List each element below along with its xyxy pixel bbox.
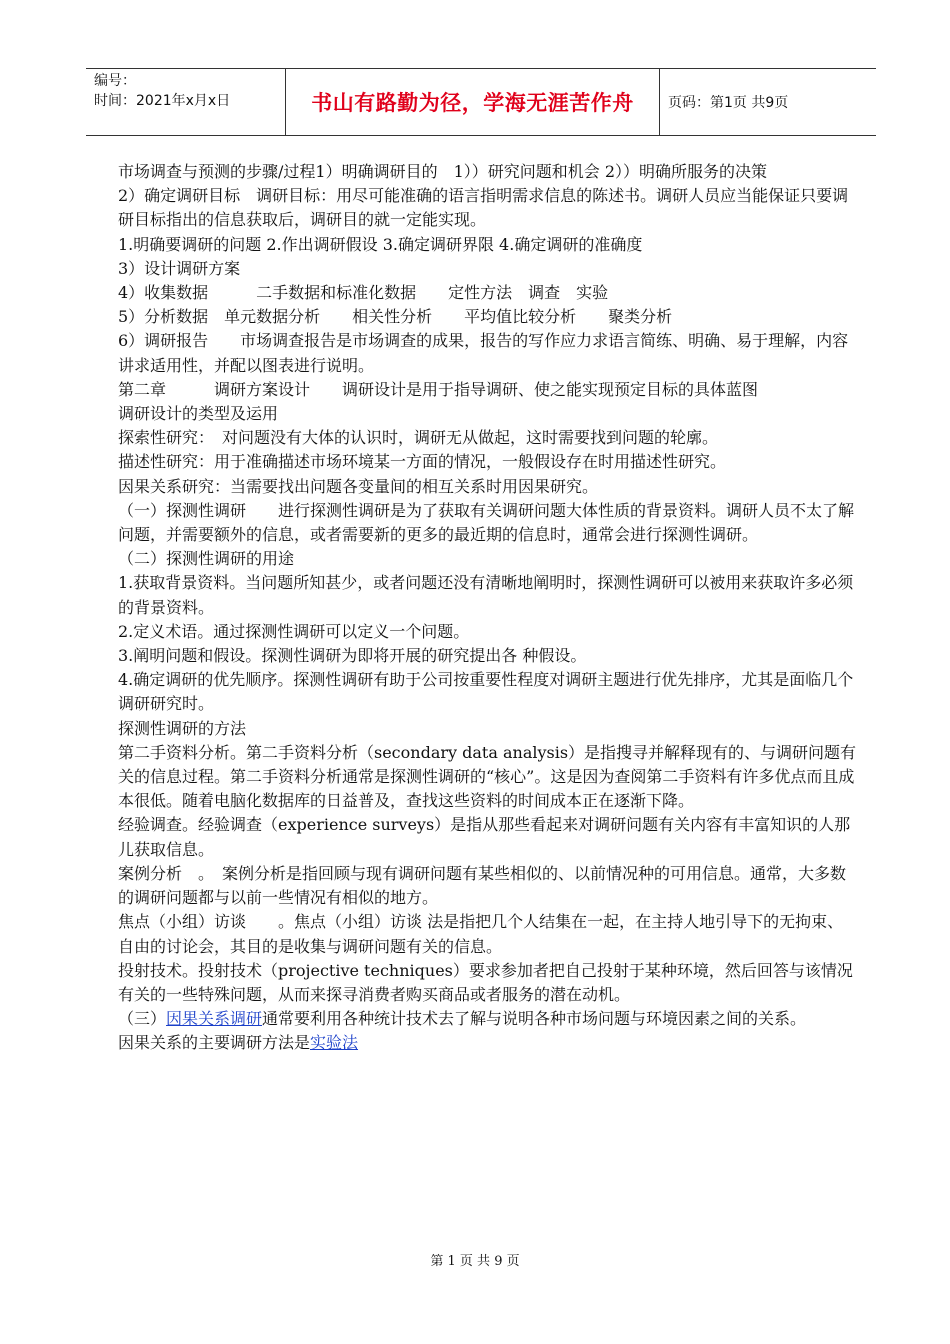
time-label: 时间：2021年x月x日 (94, 93, 231, 109)
page-header (86, 68, 876, 136)
paragraph: （二）探测性调研的用途 (118, 549, 295, 569)
header-motto: 书山有路勤为径，学海无涯苦作舟 (286, 69, 660, 135)
paragraph: 6）调研报告 市场调查报告是市场调查的成果，报告的写作应力求语言简练、明确、易于理解，内容讲求适用性，并配以图表进行说明。 (118, 331, 849, 375)
paragraph: （一）探测性调研 进行探测性调研是为了获取有关调研问题大体性质的背景资料。调研人员不太了解问题，并需要额外的信息，或者需要新的更多的最近期的信息时，通常会进行探测性调研。 (118, 500, 855, 545)
paragraph: 4）收集数据 二手数据和标准化数据 定性方法 调查 实验 (118, 283, 609, 303)
paragraph: 5）分析数据 单元数据分析 相关性分析 平均值比较分析 聚类分析 (118, 307, 673, 327)
paragraph: 探索性研究： 对问题没有大体的认识时，调研无从做起，这时需要找到问题的轮廓。 (118, 428, 719, 448)
paragraph: 焦点（小组）访谈 。焦点（小组）访谈 法是指把几个人结集在一起，在主持人地引导下的无拘束、自由的讨论会，其目的是收集与调研问题有关的信息。 (118, 912, 844, 956)
experiment-method-link[interactable]: 实验法 (310, 1033, 359, 1053)
paragraph: 探测性调研的方法 (118, 718, 247, 738)
page-footer: 第 1 页 共 9 页 (430, 1254, 520, 1269)
paragraph: 描述性研究：用于准确描述市场环境某一方面的情况，一般假设存在时用描述性研究。 (118, 452, 727, 472)
paragraph: 因果关系研究：当需要找出问题各变量间的相互关系时用因果研究。 (118, 476, 599, 496)
paragraph-method (118, 1031, 858, 1055)
paragraph-causal (118, 1007, 858, 1031)
paragraph: 市场调查与预测的步骤/过程1）明确调研目的 1））研究问题和机会 2））明确所服务的决策 (118, 162, 768, 181)
paragraph: 经验调查。经验调查（experience surveys）是指从那些看起来对调研问题有关内容有丰富知识的人那儿获取信息。 (118, 815, 851, 859)
paragraph: 第二章 调研方案设计 调研设计是用于指导调研、使之能实现预定目标的具体蓝图 (118, 379, 759, 399)
causal-research-link[interactable]: 因果关系调研 (166, 1009, 263, 1029)
code-label: 编号： (94, 73, 136, 89)
paragraph: 3）设计调研方案 (118, 258, 241, 278)
header-meta (86, 69, 286, 135)
paragraph: 2.定义术语。通过探测性调研可以定义一个问题。 (118, 621, 470, 641)
paragraph: 2）确定调研目标 调研目标：用尽可能准确的语言指明需求信息的陈述书。调研人员应当能保证只要调研目标指出的信息获取后，调研目的就一定能实现。 (118, 186, 849, 230)
paragraph: 4.确定调研的优先顺序。探测性调研有助于公司按重要性程度对调研主题进行优先排序，尤其是面临几个调研研究时。 (118, 670, 854, 714)
causal-prefix: （三） (118, 1009, 167, 1029)
paragraph: 案例分析 。 案例分析是指回顾与现有调研问题有某些相似的、以前情况种的可用信息。通常，大多数的调研问题都与以前一些情况有相似的地方。 (118, 863, 847, 908)
paragraph: 3.阐明问题和假设。探测性调研为即将开展的研究提出各 种假设。 (118, 646, 587, 666)
method-prefix: 因果关系的主要调研方法是 (118, 1033, 311, 1053)
paragraph: 1.获取背景资料。当问题所知甚少，或者问题还没有清晰地阐明时，探测性调研可以被用来获取许多必须的背景资料。 (118, 573, 854, 617)
document-body (118, 160, 858, 1056)
paragraph: 投射技术。投射技术（projective techniques）要求参加者把自己投射于某种环境，然后回答与该情况有关的一些特殊问题，从而来探寻消费者购买商品或者服务的潜在动机。 (118, 960, 853, 1004)
paragraph: 1.明确要调研的问题 2.作出调研假设 3.确定调研界限 4.确定调研的准确度 (118, 234, 643, 254)
paragraph: 调研设计的类型及运用 (118, 404, 279, 424)
header-page-number: 页码：第1页 共9页 (668, 95, 789, 111)
paragraph: 第二手资料分析。第二手资料分析（secondary data analysis）是指搜寻并解释现有的、与调研问题有关的信息过程。第二手资料分析通常是探测性调研的“核心”。这是因为查阅第二手资料有许多优点而且成本很低。随着电脑化数据库的日益普及，查找这些资料的时间成本正在逐渐下降。 (118, 742, 857, 811)
causal-rest: 通常要利用各种统计技术去了解与说明各种市场问题与环境因素之间的关系。 (262, 1009, 807, 1029)
